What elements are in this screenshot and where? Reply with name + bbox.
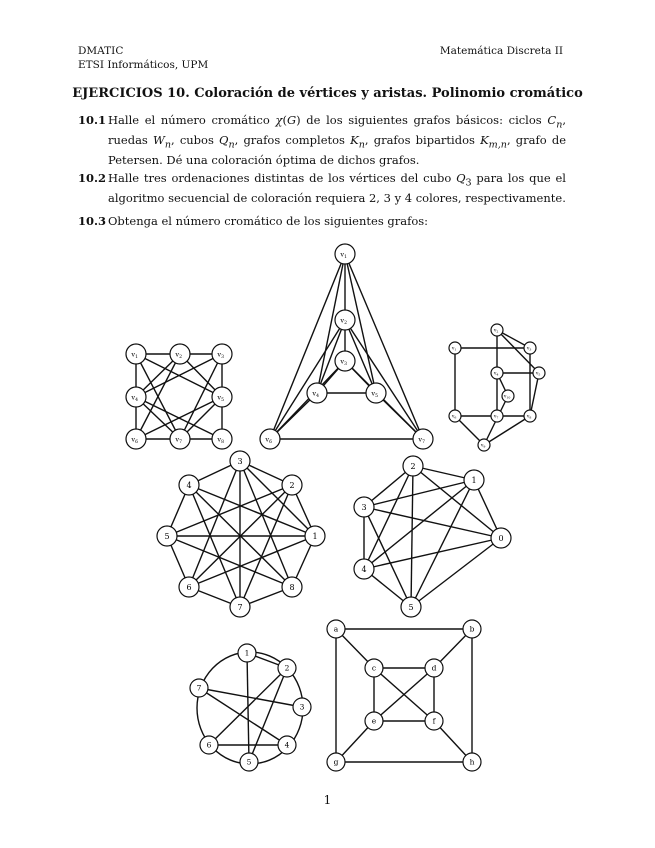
graph-vertex	[502, 390, 514, 402]
graph-vertex	[463, 753, 481, 771]
vertex-label: g	[333, 757, 339, 767]
graph-vertex	[365, 659, 383, 677]
vertex-label: $v_6$	[131, 435, 138, 445]
vertex-label: e	[371, 716, 377, 726]
vertex-label: 0	[498, 533, 504, 543]
graph-vertex	[179, 475, 199, 495]
vertex-label: a	[333, 624, 339, 634]
graph-vertex	[533, 367, 545, 379]
graph-edge	[345, 361, 423, 439]
vertex-label: 1	[312, 531, 318, 541]
graph-vertex	[327, 753, 345, 771]
vertex-label: 5	[164, 531, 170, 541]
graph-vertex	[354, 497, 374, 517]
graph-vertex	[425, 712, 443, 730]
graph-vertex	[170, 429, 190, 449]
graph-vertex	[200, 736, 218, 754]
graph-vertex	[478, 439, 490, 451]
graph-g7	[327, 620, 481, 771]
graph-vertex	[491, 324, 503, 336]
graph-vertex	[335, 310, 355, 330]
graph-vertex	[126, 429, 146, 449]
graph-edge	[270, 320, 345, 439]
header-course: Matemática Discreta II	[439, 45, 563, 57]
vertex-label: 7	[196, 683, 202, 693]
graph-edge	[364, 507, 411, 607]
vertex-label: 7	[237, 602, 243, 612]
exercise-text: Obtenga el número cromático de los siguientes grafos:	[108, 214, 429, 228]
vertex-label: 8	[289, 582, 295, 592]
vertex-label: f	[432, 716, 436, 726]
graph-g6	[190, 644, 311, 771]
graph-vertex	[366, 383, 386, 403]
vertex-label: $v_8$	[526, 414, 532, 420]
vertex-label: $v_2$	[340, 316, 347, 326]
vertex-label: $v_8$	[217, 435, 224, 445]
vertex-label: $v_6$	[265, 435, 272, 445]
header-institution: DMATIC	[78, 45, 124, 57]
vertex-label: $v_1$	[340, 250, 347, 260]
vertex-label: $v_5$	[217, 393, 224, 403]
graph-vertex	[491, 410, 503, 422]
graph-vertex	[425, 659, 443, 677]
graph-edge	[411, 480, 474, 607]
vertex-label: d	[431, 663, 437, 673]
graph-vertex	[278, 736, 296, 754]
graph-vertex	[190, 679, 208, 697]
vertex-label: $v_3$	[340, 357, 347, 367]
exercise-number: 10.2	[78, 171, 107, 185]
vertex-label: 4	[186, 480, 192, 490]
graph-g1	[126, 344, 232, 449]
graph-edge	[345, 320, 423, 439]
graph-vertex	[238, 644, 256, 662]
vertex-label: b	[469, 624, 475, 634]
graph-g2	[260, 244, 433, 449]
vertex-label: $v_4$	[312, 389, 319, 399]
header-school: ETSI Informáticos, UPM	[78, 59, 209, 71]
graph-edge	[270, 361, 345, 439]
vertex-label: h	[469, 757, 475, 767]
graph-vertex	[524, 410, 536, 422]
graph-g5	[354, 456, 511, 617]
graph-vertex	[179, 577, 199, 597]
vertex-label: 2	[289, 480, 295, 490]
graph-vertex	[212, 387, 232, 407]
vertex-label: $v_4$	[493, 371, 499, 377]
vertex-label: $v_2$	[493, 328, 499, 334]
exercise-text: Halle tres ordenaciones distintas de los vértices del cubo $Q_3$ para los que el algoritmo secuencial de coloración requiera 2, 3 y 4 colores, respectivamente.	[108, 171, 566, 205]
graph-vertex	[401, 597, 421, 617]
vertex-label: 4	[361, 564, 367, 574]
vertex-label: $v_9$	[480, 443, 486, 449]
graph-vertex	[170, 344, 190, 364]
vertex-label: 6	[186, 582, 192, 592]
graph-vertex	[240, 753, 258, 771]
vertex-label: 3	[237, 456, 243, 466]
vertex-label: $v_4$	[131, 393, 138, 403]
page-title: EJERCICIOS 10. Coloración de vértices y aristas. Polinomio cromático	[72, 86, 583, 101]
graph-vertex	[464, 470, 484, 490]
vertex-label: $v_7$	[418, 435, 425, 445]
vertex-label: $v_3$	[217, 350, 224, 360]
graph-edge	[270, 254, 345, 439]
graph-vertex	[230, 451, 250, 471]
graph-edge	[364, 466, 413, 569]
graph-vertex	[126, 344, 146, 364]
graph-vertex	[282, 577, 302, 597]
graph-vertex	[278, 659, 296, 677]
exercise-number: 10.3	[78, 214, 107, 228]
vertex-label: 4	[284, 740, 290, 750]
graph-edge	[364, 507, 501, 538]
vertex-label: 5	[408, 602, 414, 612]
graph-vertex	[327, 620, 345, 638]
graph-vertex	[212, 429, 232, 449]
vertex-label: $v_2$	[175, 350, 182, 360]
exercise-number: 10.1	[78, 113, 107, 127]
graph-g4	[157, 451, 325, 617]
graph-vertex	[230, 597, 250, 617]
graph-vertex	[126, 387, 146, 407]
graph-vertex	[293, 698, 311, 716]
graph-vertex	[403, 456, 423, 476]
vertex-label: 3	[299, 702, 305, 712]
page-number: 1	[323, 793, 332, 807]
exercise-text: Halle el número cromático χ(G) de los siguientes grafos básicos: ciclos $C_n$, ruedas $W_n$, cubos $Q_n$, grafos completos $K_n$, grafos bipartidos $K_{m,n}$, grafo de Petersen. Dé una coloración óptima de dichos grafos.	[108, 113, 567, 167]
graph-vertex	[212, 344, 232, 364]
graph-vertex	[449, 342, 461, 354]
graph-vertex	[449, 410, 461, 422]
graph-vertex	[463, 620, 481, 638]
vertex-label: $v_5$	[371, 389, 378, 399]
graph-vertex	[524, 342, 536, 354]
vertex-label: 1	[471, 475, 477, 485]
graph-vertex	[307, 383, 327, 403]
vertex-label: $v_1$	[451, 346, 457, 352]
graph-vertex	[305, 526, 325, 546]
graph-g3	[449, 324, 545, 451]
vertex-label: $v_7$	[493, 414, 499, 420]
graph-vertex	[354, 559, 374, 579]
vertex-label: 3	[361, 502, 367, 512]
graph-vertex	[335, 351, 355, 371]
graph-vertex	[335, 244, 355, 264]
vertex-label: 6	[206, 740, 212, 750]
vertex-label: $v_5$	[535, 371, 541, 377]
graph-vertex	[365, 712, 383, 730]
graph-vertex	[282, 475, 302, 495]
vertex-label: 2	[284, 663, 290, 673]
vertex-label: $v_7$	[175, 435, 182, 445]
graph-vertex	[157, 526, 177, 546]
vertex-label: $v_1$	[131, 350, 138, 360]
vertex-label: $v_6$	[451, 414, 457, 420]
vertex-label: 1	[244, 648, 250, 658]
graph-edge	[411, 466, 413, 607]
vertex-label: c	[371, 663, 377, 673]
graph-vertex	[260, 429, 280, 449]
vertex-label: 2	[410, 461, 416, 471]
vertex-label: $v_3$	[526, 346, 532, 352]
graph-vertex	[491, 528, 511, 548]
graph-vertex	[413, 429, 433, 449]
graph-vertex	[491, 367, 503, 379]
vertex-label: 5	[246, 757, 252, 767]
vertex-label: $v_{10}$	[503, 394, 511, 400]
